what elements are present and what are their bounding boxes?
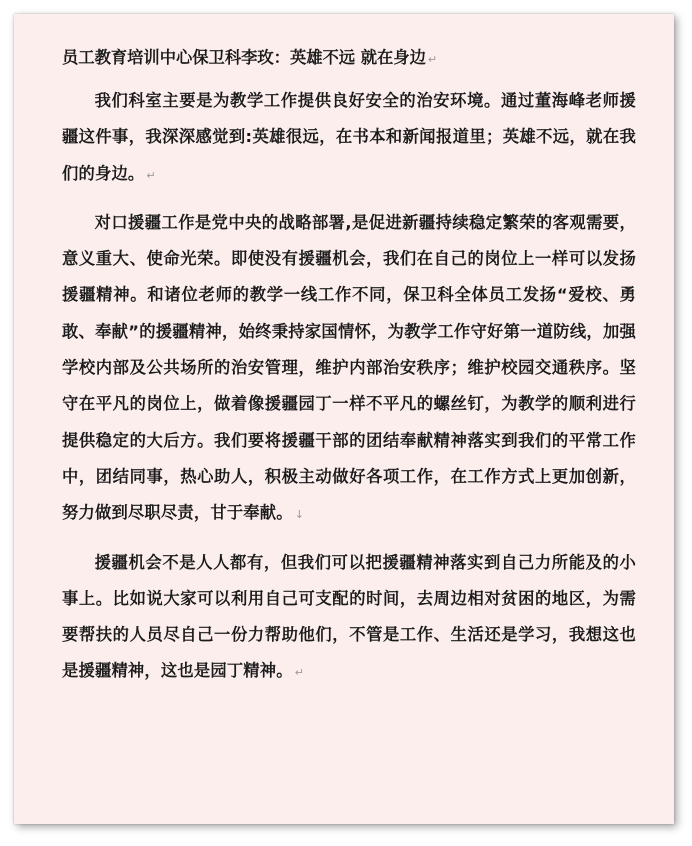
paragraph-3 xyxy=(62,545,636,692)
document-body xyxy=(62,43,636,703)
paragraph-text: 援疆机会不是人人都有，但我们可以把援疆精神落实到自己力所能及的小事上。比如说大家可以利用自己可支配的时间，去周边相对贫困的地区，为需要帮扶的人员尽自己一份力帮助他们，不管是工作、生活还是学习，我想这也是援疆精神，这也是园丁精神。 xyxy=(62,552,636,681)
paragraph-mark-icon: ↵ xyxy=(146,168,156,182)
paragraph-2 xyxy=(62,205,636,534)
paragraph-1 xyxy=(62,83,636,194)
paragraph-mark-icon: ↵ xyxy=(294,666,305,680)
paragraph-text: 对口援疆工作是党中央的战略部署,是促进新疆持续稳定繁荣的客观需要，意义重大、使命光荣。即使没有援疆机会，我们在自己的岗位上一样可以发扬援疆精神。和诸位老师的教学一线工作不同，保卫科全体员工发扬“爱校、勇敢、奉献”的援疆精神，始终秉持家国情怀，为教学工作守好第一道防线，加强学校内部及公共场所的治安管理，维护内部治安秩序；维护校园交通秩序。坚守在平凡的岗位上，做着像援疆园丁一样不平凡的螺丝钉，为教学的顺利进行提供稳定的大后方。我们要将援疆干部的团结奉献精神落实到我们的平常工作中，团结同事，热心助人，积极主动做好各项工作，在工作方式上更加创新，努力做到尽职尽责，甘于奉献。 xyxy=(62,212,636,523)
document-title xyxy=(62,43,636,74)
line-break-mark-icon: ↓ xyxy=(294,508,305,522)
paragraph-text: 我们科室主要是为教学工作提供良好安全的治安环境。通过董海峰老师援疆这件事，我深深感觉到:英雄很远，在书本和新闻报道里；英雄不远，就在我们的身边。 xyxy=(62,91,636,183)
title-text: 员工教育培训中心保卫科李玫：英雄不远 就在身边 xyxy=(62,48,426,67)
paragraph-mark-icon: ↵ xyxy=(427,53,438,66)
